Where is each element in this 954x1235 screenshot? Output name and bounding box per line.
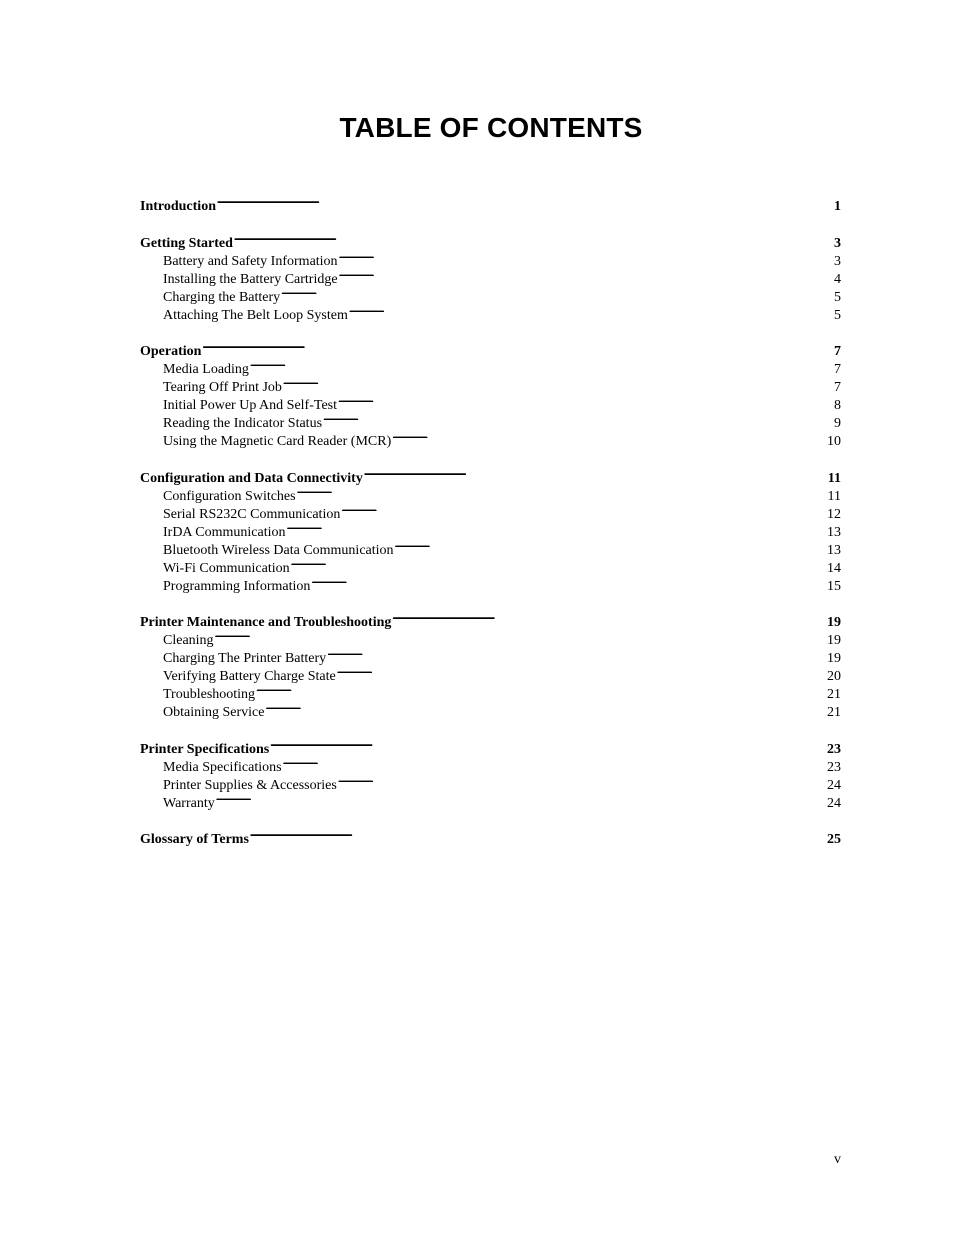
toc-section <box>140 337 841 449</box>
dot-leader <box>337 771 827 789</box>
toc-heading[interactable] <box>140 337 841 359</box>
dot-leader <box>394 536 827 554</box>
toc-entry-page: 13 <box>827 524 841 540</box>
dot-leader <box>290 554 827 572</box>
page-number: v <box>834 1152 841 1167</box>
toc-heading[interactable] <box>140 608 841 630</box>
toc-entry-label: Reading the Indicator Status <box>163 416 323 431</box>
toc-heading-page: 11 <box>827 470 841 486</box>
toc-entry-page: 7 <box>834 362 841 377</box>
dot-leader <box>326 644 827 662</box>
toc-heading-label: Getting Started <box>140 235 233 251</box>
toc-heading-page: 25 <box>827 832 841 847</box>
toc-entry-page: 5 <box>834 307 841 323</box>
toc-entry-label: Battery and Safety Information <box>163 253 338 269</box>
toc-entry[interactable] <box>140 644 841 666</box>
toc-heading-label: Glossary of Terms <box>140 832 249 847</box>
dot-leader <box>269 735 827 753</box>
toc-entry-label: Using the Magnetic Card Reader (MCR) <box>163 434 392 449</box>
toc-entry-label: Programming Information <box>163 578 311 594</box>
toc-entry-page: 9 <box>834 416 841 431</box>
toc-entry-label: Warranty <box>163 795 215 811</box>
toc-heading-page: 3 <box>834 235 841 251</box>
toc-entry-page: 3 <box>834 253 841 269</box>
toc-section <box>140 464 841 594</box>
toc-heading[interactable] <box>140 825 841 847</box>
toc-entry-label: Media Loading <box>163 362 249 377</box>
dot-leader <box>282 753 827 771</box>
toc-entry-label: Tearing Off Print Job <box>163 380 282 395</box>
toc-entry-page: 19 <box>827 651 841 666</box>
dot-leader <box>310 572 827 590</box>
toc-entry-label: Cleaning <box>163 633 214 648</box>
dot-leader <box>249 355 834 373</box>
toc-entry-page: 7 <box>834 380 841 395</box>
toc-section <box>140 608 841 720</box>
toc-entry-label: Installing the Battery Cartridge <box>163 271 338 287</box>
dot-leader <box>348 301 834 319</box>
toc-entry-page: 21 <box>827 687 841 702</box>
dot-leader <box>264 698 827 716</box>
dot-leader <box>280 283 834 301</box>
toc-entry-label: Charging The Printer Battery <box>163 651 327 666</box>
dot-leader <box>286 518 828 536</box>
dot-leader <box>337 391 834 409</box>
toc-section <box>140 192 841 214</box>
toc-heading[interactable] <box>140 229 841 251</box>
toc-heading-page: 1 <box>834 199 841 214</box>
toc-heading[interactable] <box>140 464 841 486</box>
dot-leader <box>338 247 834 265</box>
toc-heading-label: Introduction <box>140 199 216 214</box>
toc-heading[interactable] <box>140 735 841 757</box>
toc-entry[interactable] <box>140 247 841 269</box>
toc-entry-label: Wi-Fi Communication <box>163 560 290 576</box>
toc-entry-page: 20 <box>827 669 841 684</box>
toc-entry-label: Bluetooth Wireless Data Communication <box>163 542 394 558</box>
toc-entry-page: 24 <box>827 795 841 811</box>
page-title: TABLE OF CONTENTS <box>339 112 643 143</box>
toc-entry-label: Serial RS232C Communication <box>163 506 341 522</box>
dot-leader <box>233 229 834 247</box>
dot-leader <box>363 464 828 482</box>
toc-entry-page: 10 <box>827 434 841 449</box>
toc-entry-page: 24 <box>827 777 841 793</box>
toc-heading[interactable] <box>140 192 841 214</box>
toc-entry[interactable] <box>140 626 841 648</box>
toc-section <box>140 735 841 811</box>
dot-leader <box>249 825 827 843</box>
dot-leader <box>215 789 827 807</box>
toc-entry-page: 21 <box>827 705 841 720</box>
dot-leader <box>282 373 834 391</box>
toc-entry-label: Obtaining Service <box>163 705 265 720</box>
toc-entry-label: Printer Supplies & Accessories <box>163 777 337 793</box>
dot-leader <box>391 427 827 445</box>
toc-entry-page: 12 <box>827 506 841 522</box>
toc-entry-label: Charging the Battery <box>163 289 281 305</box>
toc-heading-page: 23 <box>827 741 841 757</box>
dot-leader <box>322 409 834 427</box>
toc-heading-label: Configuration and Data Connectivity <box>140 470 363 486</box>
toc-section <box>140 229 841 323</box>
toc-entry-page: 4 <box>834 271 841 287</box>
toc-entry-label: Attaching The Belt Loop System <box>163 307 348 323</box>
toc-entry-page: 19 <box>827 633 841 648</box>
toc-entry-page: 23 <box>827 759 841 775</box>
dot-leader <box>338 265 834 283</box>
toc-heading-label: Operation <box>140 344 202 359</box>
dot-leader <box>391 608 827 626</box>
toc-entry-label: Verifying Battery Charge State <box>163 669 336 684</box>
toc-heading-label: Printer Specifications <box>140 741 270 757</box>
dot-leader <box>216 192 834 210</box>
dot-leader <box>255 680 827 698</box>
toc-entry-label: IrDA Communication <box>163 524 286 540</box>
dot-leader <box>336 662 827 680</box>
toc-heading-page: 19 <box>827 615 841 630</box>
toc-entry-label: Configuration Switches <box>163 488 296 504</box>
toc-entry-page: 13 <box>827 542 841 558</box>
toc-entry-page: 14 <box>827 560 841 576</box>
toc-entry-page: 5 <box>834 289 841 305</box>
toc-entry-page: 11 <box>827 488 841 504</box>
toc-heading-page: 7 <box>834 344 841 359</box>
toc-entry-page: 8 <box>834 398 841 413</box>
toc-entry-label: Media Specifications <box>163 759 282 775</box>
toc-entry-page: 15 <box>827 578 841 594</box>
dot-leader <box>214 626 827 644</box>
toc-entry[interactable] <box>140 355 841 377</box>
toc-entry-label: Troubleshooting <box>163 687 256 702</box>
toc-entry[interactable] <box>140 789 841 811</box>
toc-heading-label: Printer Maintenance and Troubleshooting <box>140 615 392 630</box>
dot-leader <box>296 482 828 500</box>
table-of-contents <box>140 192 841 862</box>
toc-section <box>140 825 841 847</box>
toc-entry-label: Initial Power Up And Self-Test <box>163 398 337 413</box>
dot-leader <box>201 337 834 355</box>
dot-leader <box>340 500 827 518</box>
